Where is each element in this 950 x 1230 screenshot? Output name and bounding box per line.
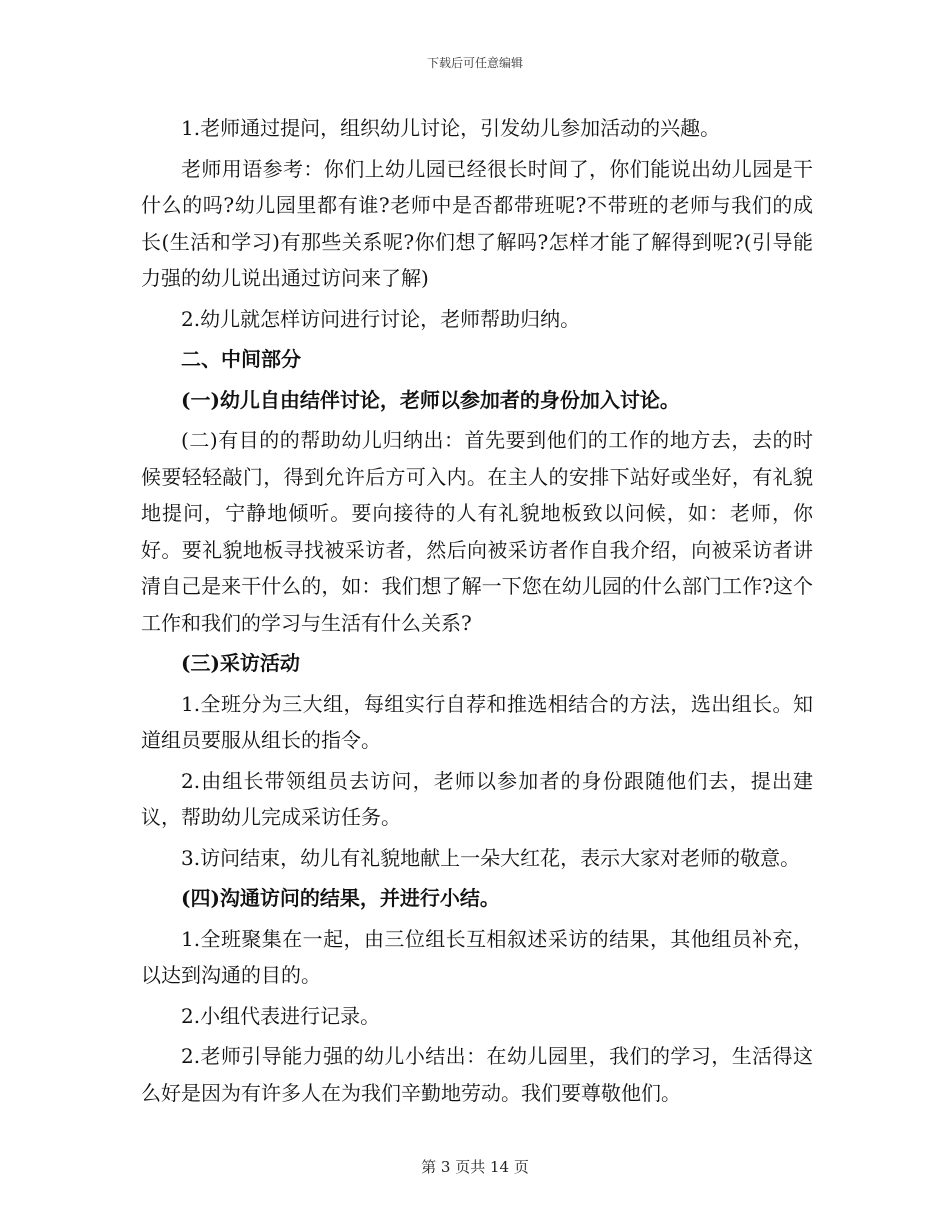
paragraph-7: 3.访问结束，幼儿有礼貌地献上一朵大红花，表示大家对老师的敬意。 bbox=[181, 845, 801, 870]
paragraph-10: 2.老师引导能力强的幼儿小结出：在幼儿园里，我们的学习，生活得这么好是因为有许多人在为我们辛勤地劳动。我们要尊敬他们。 bbox=[141, 1044, 813, 1105]
paragraph-1: 1.老师通过提问，组织幼儿讨论，引发幼儿参加活动的兴趣。 bbox=[181, 116, 721, 140]
paragraph-3: 2.幼儿就怎样访问进行讨论，老师帮助归纳。 bbox=[181, 306, 581, 331]
paragraph-6: 2.由组长带领组员去访问，老师以参加者的身份跟随他们去，提出建议，帮助幼儿完成采访任务。 bbox=[141, 768, 813, 829]
paragraph-2: 老师用语参考：你们上幼儿园已经很长时间了，你们能说出幼儿园是干什么的吗?幼儿园里都有谁?老师中是否都带班呢?不带班的老师与我们的成长(生活和学习)有那些关系呢?你们想了解吗?怎样才能了解得到呢?(引导能力强的幼儿说出通过访问来了解) bbox=[141, 156, 813, 290]
paragraph-8: 1.全班聚集在一起，由三位组长互相叙述采访的结果，其他组员补充，以达到沟通的目的。 bbox=[141, 926, 813, 987]
subheading-1: (一)幼儿自由结伴讨论，老师以参加者的身份加入讨论。 bbox=[181, 387, 680, 412]
subheading-3: (三)采访活动 bbox=[181, 651, 300, 675]
subheading-4: (四)沟通访问的结果，并进行小结。 bbox=[181, 886, 500, 910]
paragraph-9: 2.小组代表进行记录。 bbox=[181, 1003, 381, 1028]
paragraph-4: (二)有目的的帮助幼儿归纳出：首先要到他们的工作的地方去，去的时候要轻轻敲门，得到允许后方可入内。在主人的安排下站好或坐好，有礼貌地提问，宁静地倾听。要向接待的人有礼貌地板致以问候，如：老师，你好。要礼貌地板寻找被采访者，然后向被采访者作自我介绍，向被采访者讲清自己是来干什么的，如：我们想了解一下您在幼儿园的什么部门工作?这个工作和我们的学习与生活有什么关系? bbox=[141, 428, 813, 635]
document-body bbox=[141, 110, 813, 1115]
page-footer: 第 3 页共 14 页 bbox=[421, 1158, 529, 1176]
section-heading-middle: 二、中间部分 bbox=[181, 347, 301, 371]
paragraph-5: 1.全班分为三大组，每组实行自荐和推选相结合的方法，选出组长。知道组员要服从组长的指令。 bbox=[141, 691, 813, 752]
page-header: 下载后可任意编辑 bbox=[426, 56, 523, 70]
